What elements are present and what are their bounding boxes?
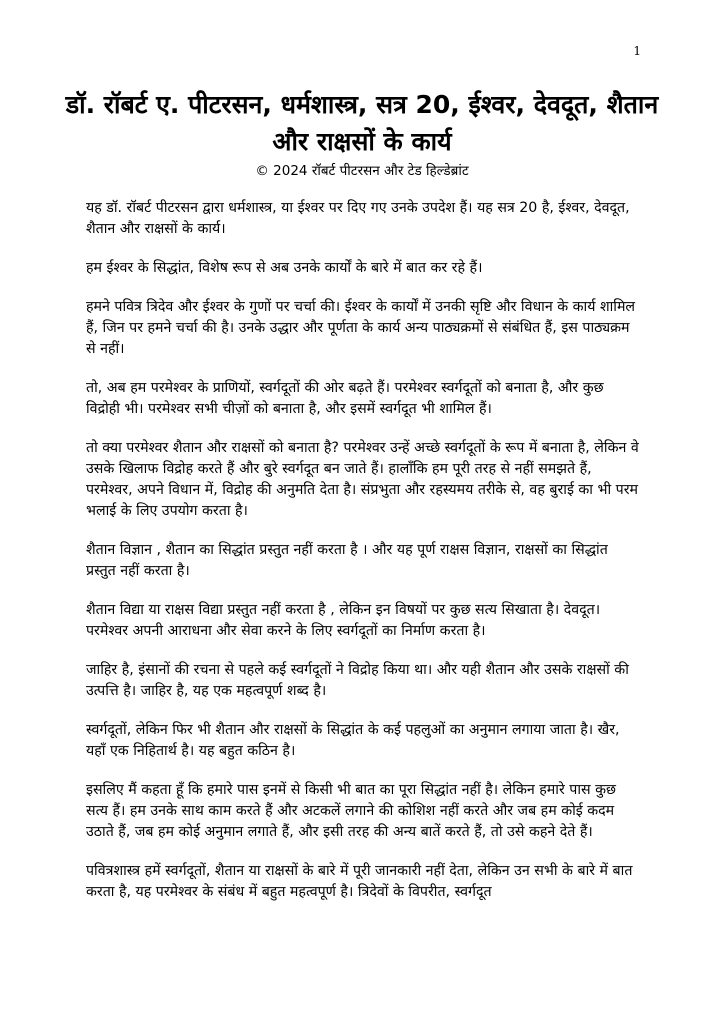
page-number: 1 [633, 44, 641, 58]
paragraph: पवित्रशास्त्र हमें स्वर्गदूतों, शैतान या राक्षसों के बारे में पूरी जानकारी नहीं देता, लेकिन उन सभी के बारे में बात करता है, यह परमेश्वर के संबंध में बहुत महत्वपूर्ण है। त्रिदेवों के विपरीत, स्वर्गदूत [86, 863, 633, 900]
paragraph: स्वर्गदूतों, लेकिन फिर भी शैतान और राक्षसों के सिद्धांत के कई पहलुओं का अनुमान लगाया जाता है। खैर, यहाँ एक निहितार्थ है। यह बहुत कठिन है। [86, 722, 620, 759]
paragraph: शैतान विज्ञान , शैतान का सिद्धांत प्रस्तुत नहीं करता है । और यह पूर्ण राक्षस विज्ञान, राक्षसों का सिद्धांत प्रस्तुत नहीं करता है। [86, 542, 608, 579]
paragraph: तो, अब हम परमेश्वर के प्राणियों, स्वर्गदूतों की ओर बढ़ते हैं। परमेश्वर स्वर्गदूतों को बनाता है, और कुछ विद्रोही भी। परमेश्वर सभी चीज़ों को बनाता है, और इसमें स्वर्गदूत भी शामिल हैं। [86, 380, 604, 417]
paragraph: जाहिर है, इंसानों की रचना से पहले कई स्वर्गदूतों ने विद्रोह किया था। और यही शैतान और उसके राक्षसों की उत्पत्ति है। जाहिर है, यह एक महत्वपूर्ण शब्द है। [86, 662, 629, 699]
document-title: डॉ. रॉबर्ट ए. पीटरसन, धर्मशास्त्र, सत्र 20, ईश्वर, देवदूत, शैतान और राक्षसों के कार्य [65, 90, 659, 156]
paragraph: शैतान विद्या या राक्षस विद्या प्रस्तुत नहीं करता है , लेकिन इन विषयों पर कुछ सत्य सिखाता है। देवदूत। परमेश्वर अपनी आराधना और सेवा करने के लिए स्वर्गदूतों का निर्माण करता है। [86, 602, 601, 639]
paragraph: हम ईश्वर के सिद्धांत, विशेष रूप से अब उनके कार्यों के बारे में बात कर रहे हैं। [86, 260, 483, 276]
copyright-line: © 2024 रॉबर्ट पीटरसन और टेड हिल्डेब्रांट [255, 163, 469, 179]
paragraph: हमने पवित्र त्रिदेव और ईश्वर के गुणों पर चर्चा की। ईश्वर के कार्यों में उनकी सृष्टि और विधान के कार्य शामिल हैं, जिन पर हमने चर्चा की है। उनके उद्धार और पूर्णता के कार्य अन्य पाठ्यक्रमों से संबंधित हैं, इस पाठ्यक्रम से नहीं। [86, 299, 636, 357]
paragraph: इसलिए मैं कहता हूँ कि हमारे पास इनमें से किसी भी बात का पूरा सिद्धांत नहीं है। लेकिन हमारे पास कुछ सत्य हैं। हम उनके साथ काम करते हैं और अटकलें लगाने की कोशिश नहीं करते और जब हम कोई कदम उठाते हैं, जब हम कोई अनुमान लगाते हैं, और इसी तरह की अन्य बातें करते हैं, तो उसे कहने देते हैं। [86, 782, 616, 840]
paragraph: यह डॉ. रॉबर्ट पीटरसन द्वारा धर्मशास्त्र, या ईश्वर पर दिए गए उनके उपदेश हैं। यह सत्र 20 है, ईश्वर, देवदूत, शैतान और राक्षसों के कार्य। [86, 200, 630, 237]
body-text [86, 198, 642, 998]
paragraph: तो क्या परमेश्वर शैतान और राक्षसों को बनाता है? परमेश्वर उन्हें अच्छे स्वर्गदूतों के रूप में बनाता है, लेकिन वे उसके खिलाफ विद्रोह करते हैं और बुरे स्वर्गदूत बन जाते हैं। हालाँकि हम पूरी तरह से नहीं समझते हैं, परमेश्वर, अपने विधान में, विद्रोह की अनुमति देता है। संप्रभुता और रहस्यमय तरीके से, वह बुराई का भी परम भलाई के लिए उपयोग करता है। [86, 440, 639, 519]
